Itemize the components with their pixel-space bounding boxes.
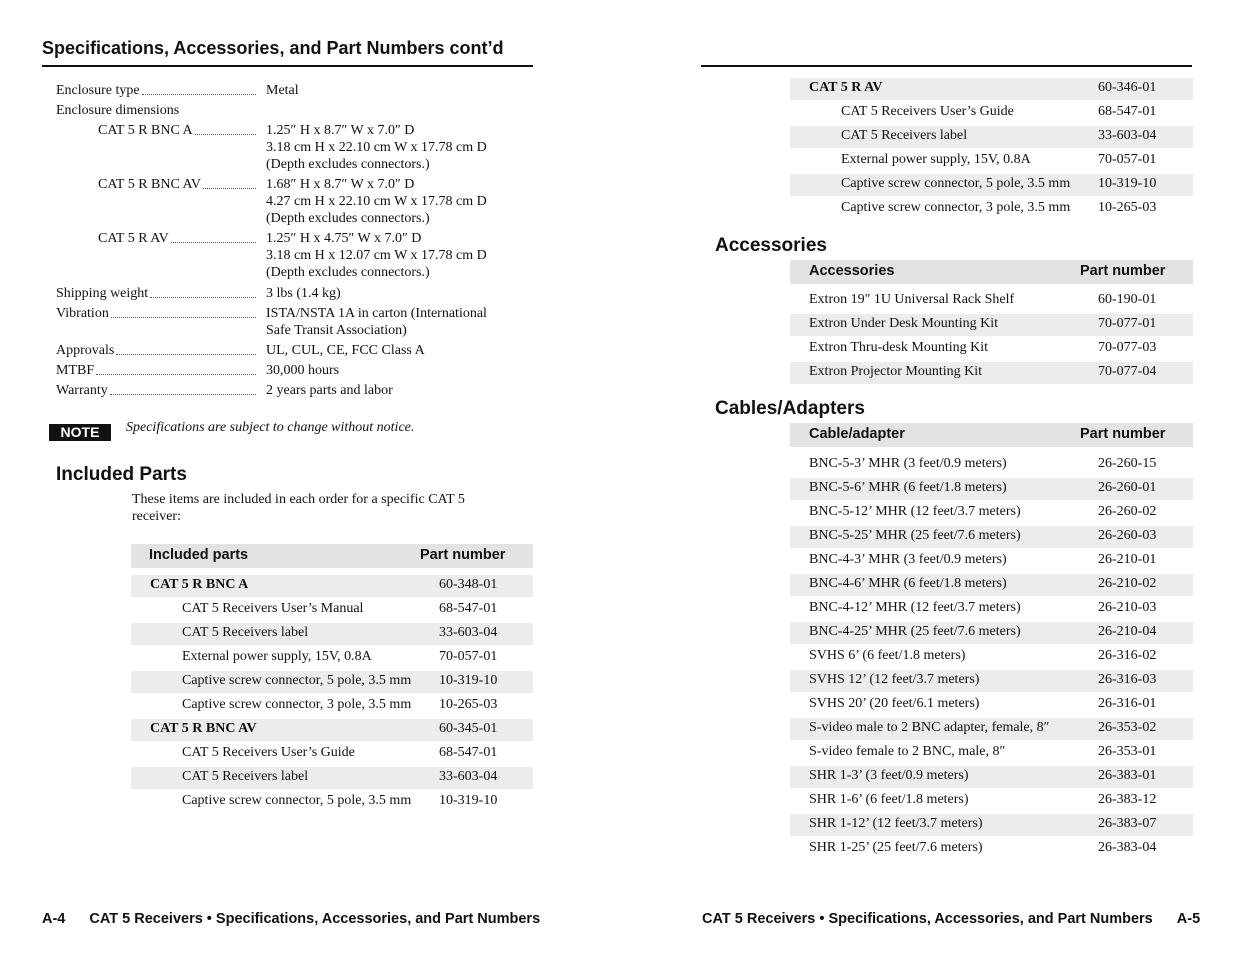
item-name: SHR 1-12’ (12 feet/3.7 meters) (809, 816, 983, 831)
table-row (131, 671, 533, 693)
item-name: S-video male to 2 BNC adapter, female, 8″ (809, 720, 1050, 735)
item-name: SHR 1-3’ (3 feet/0.9 meters) (809, 768, 969, 783)
item-name: External power supply, 15V, 0.8A (182, 649, 372, 664)
item-name: CAT 5 Receivers label (182, 769, 309, 784)
item-name: Extron Under Desk Mounting Kit (809, 316, 998, 331)
item-name: Captive screw connector, 5 pole, 3.5 mm (182, 673, 412, 688)
spec-label: Warranty (56, 383, 108, 398)
part-number: 26-316-02 (1098, 648, 1157, 663)
part-number: 26-353-01 (1098, 744, 1157, 759)
part-number: 33-603-04 (1098, 128, 1157, 143)
dot-leader (150, 285, 256, 298)
table-row (131, 647, 533, 669)
table-row (790, 174, 1193, 196)
table-header (790, 260, 1193, 284)
spec-value: 2 years parts and labor (266, 383, 393, 398)
item-name: BNC-4-3’ MHR (3 feet/0.9 meters) (809, 552, 1007, 567)
table-row (131, 623, 533, 645)
table-row (790, 362, 1193, 384)
table-row (790, 550, 1193, 572)
column-header-accessories: Accessories (809, 263, 895, 279)
spec-value: 3.18 cm H x 22.10 cm W x 17.78 cm D (266, 140, 487, 155)
part-number: 26-383-01 (1098, 768, 1157, 783)
included-intro-line-2: receiver: (132, 509, 181, 524)
spec-label: CAT 5 R AV (98, 231, 169, 246)
part-number: 26-260-01 (1098, 480, 1157, 495)
part-number: 26-316-03 (1098, 672, 1157, 687)
item-name: BNC-4-6’ MHR (6 feet/1.8 meters) (809, 576, 1007, 591)
table-row (790, 454, 1193, 476)
part-number: 68-547-01 (439, 745, 498, 760)
table-row (790, 742, 1193, 764)
table-group-row (131, 719, 533, 741)
table-header (131, 544, 533, 568)
column-header-part-number: Part number (420, 547, 506, 563)
table-row (790, 198, 1193, 220)
item-name: CAT 5 R BNC A (150, 577, 249, 592)
cables-adapters-table (790, 423, 1193, 863)
part-number: 68-547-01 (439, 601, 498, 616)
spec-value: 3 lbs (1.4 kg) (266, 286, 341, 301)
part-number: 26-210-01 (1098, 552, 1157, 567)
column-header-part-number: Part number (1080, 426, 1166, 442)
spec-value: 1.25″ H x 8.7″ W x 7.0″ D (266, 123, 415, 138)
included-parts-table (131, 544, 533, 816)
item-name: SVHS 12’ (12 feet/3.7 meters) (809, 672, 980, 687)
table-row (790, 338, 1193, 360)
item-name: CAT 5 R BNC AV (150, 721, 257, 736)
part-number: 70-057-01 (1098, 152, 1157, 167)
spec-label: Enclosure dimensions (56, 103, 180, 118)
spec-label: Shipping weight (56, 286, 149, 301)
footer-left (42, 911, 540, 927)
cables-adapters-heading: Cables/Adapters (715, 398, 865, 419)
part-number: 33-603-04 (439, 769, 498, 784)
item-name: CAT 5 Receivers User’s Manual (182, 601, 364, 616)
table-row (131, 791, 533, 813)
table-row (131, 743, 533, 765)
included-intro-line-1: These items are included in each order for a specific CAT 5 (132, 492, 465, 507)
table-row (790, 838, 1193, 860)
part-number: 60-345-01 (439, 721, 498, 736)
table-row (790, 126, 1193, 148)
page-number: A-4 (42, 911, 66, 927)
table-header (790, 423, 1193, 447)
part-number: 26-353-02 (1098, 720, 1157, 735)
included-parts-heading: Included Parts (56, 464, 187, 485)
header-rule (701, 65, 1192, 67)
column-header-part-number: Part number (1080, 263, 1166, 279)
part-number: 26-383-12 (1098, 792, 1157, 807)
part-number: 68-547-01 (1098, 104, 1157, 119)
item-name: CAT 5 Receivers User’s Guide (841, 104, 1014, 119)
item-name: SVHS 20’ (20 feet/6.1 meters) (809, 696, 980, 711)
part-number: 10-319-10 (1098, 176, 1157, 191)
part-number: 26-210-04 (1098, 624, 1157, 639)
table-row (790, 502, 1193, 524)
part-number: 10-265-03 (439, 697, 498, 712)
column-header-included-parts: Included parts (149, 547, 249, 563)
item-name: BNC-5-3’ MHR (3 feet/0.9 meters) (809, 456, 1007, 471)
item-name: CAT 5 Receivers label (182, 625, 309, 640)
table-row (790, 150, 1193, 172)
part-number: 26-210-02 (1098, 576, 1157, 591)
spec-value: 1.25″ H x 4.75″ W x 7.0″ D (266, 231, 422, 246)
item-name: Captive screw connector, 3 pole, 3.5 mm (182, 697, 412, 712)
table-row (790, 766, 1193, 788)
dot-leader (96, 362, 256, 375)
spec-value: Safe Transit Association) (266, 323, 407, 338)
dot-leader (195, 122, 256, 135)
item-name: CAT 5 R AV (809, 80, 883, 95)
spec-value: ISTA/NSTA 1A in carton (International (266, 306, 487, 321)
spec-label: Vibration (56, 306, 109, 321)
item-name: SHR 1-25’ (25 feet/7.6 meters) (809, 840, 983, 855)
table-row (790, 290, 1193, 312)
item-name: BNC-5-12’ MHR (12 feet/3.7 meters) (809, 504, 1021, 519)
page-title: Specifications, Accessories, and Part Numbers cont’d (42, 38, 504, 58)
part-number: 70-077-04 (1098, 364, 1157, 379)
table-row (790, 646, 1193, 668)
dot-leader (111, 305, 256, 318)
item-name: SVHS 6’ (6 feet/1.8 meters) (809, 648, 966, 663)
spec-value: (Depth excludes connectors.) (266, 265, 430, 280)
item-name: BNC-5-25’ MHR (25 feet/7.6 meters) (809, 528, 1021, 543)
part-number: 26-383-07 (1098, 816, 1157, 831)
item-name: S-video female to 2 BNC, male, 8″ (809, 744, 1006, 759)
dot-leader (116, 342, 256, 355)
item-name: Extron Thru-desk Mounting Kit (809, 340, 989, 355)
note-text: Specifications are subject to change without notice. (126, 420, 415, 435)
item-name: BNC-4-25’ MHR (25 feet/7.6 meters) (809, 624, 1021, 639)
item-name: Extron 19" 1U Universal Rack Shelf (809, 292, 1015, 307)
spec-label: Approvals (56, 343, 115, 358)
footer-text: CAT 5 Receivers • Specifications, Accessories, and Part Numbers (702, 911, 1153, 927)
dot-leader (171, 230, 256, 243)
part-number: 60-348-01 (439, 577, 498, 592)
page-number: A-5 (1176, 911, 1201, 927)
table-row (790, 670, 1193, 692)
dot-leader (110, 382, 256, 395)
part-number: 10-319-10 (439, 673, 498, 688)
spec-value: Metal (266, 83, 299, 98)
spec-label: CAT 5 R BNC A (98, 123, 193, 138)
part-number: 70-077-01 (1098, 316, 1157, 331)
dot-leader (142, 82, 256, 95)
spec-label: CAT 5 R BNC AV (98, 177, 201, 192)
footer-right (702, 911, 1200, 927)
part-number: 33-603-04 (439, 625, 498, 640)
part-number: 10-265-03 (1098, 200, 1157, 215)
table-row (790, 694, 1193, 716)
spec-value: 30,000 hours (266, 363, 340, 378)
table-row (790, 622, 1193, 644)
part-number: 26-260-03 (1098, 528, 1157, 543)
table-row (790, 102, 1193, 124)
item-name: Captive screw connector, 5 pole, 3.5 mm (841, 176, 1071, 191)
item-name: Captive screw connector, 5 pole, 3.5 mm (182, 793, 412, 808)
item-name: BNC-5-6’ MHR (6 feet/1.8 meters) (809, 480, 1007, 495)
item-name: Extron Projector Mounting Kit (809, 364, 983, 379)
included-parts-table-continued (790, 78, 1193, 222)
spec-value: (Depth excludes connectors.) (266, 211, 430, 226)
part-number: 60-190-01 (1098, 292, 1157, 307)
item-name: External power supply, 15V, 0.8A (841, 152, 1031, 167)
part-number: 26-260-15 (1098, 456, 1157, 471)
table-row (790, 598, 1193, 620)
part-number: 70-057-01 (439, 649, 498, 664)
note-badge: NOTE (49, 424, 111, 441)
accessories-table (790, 260, 1193, 390)
item-name: CAT 5 Receivers User’s Guide (182, 745, 355, 760)
table-row (790, 790, 1193, 812)
table-group-row (131, 575, 533, 597)
table-row (790, 718, 1193, 740)
part-number: 26-260-02 (1098, 504, 1157, 519)
item-name: BNC-4-12’ MHR (12 feet/3.7 meters) (809, 600, 1021, 615)
item-name: CAT 5 Receivers label (841, 128, 968, 143)
part-number: 70-077-03 (1098, 340, 1157, 355)
table-row (790, 478, 1193, 500)
part-number: 10-319-10 (439, 793, 498, 808)
table-group-row (790, 78, 1193, 100)
part-number: 60-346-01 (1098, 80, 1157, 95)
accessories-heading: Accessories (715, 235, 827, 256)
table-row (790, 314, 1193, 336)
item-name: SHR 1-6’ (6 feet/1.8 meters) (809, 792, 969, 807)
table-row (131, 599, 533, 621)
table-row (790, 526, 1193, 548)
dot-leader (203, 176, 256, 189)
spec-value: 3.18 cm H x 12.07 cm W x 17.78 cm D (266, 248, 487, 263)
footer-text: CAT 5 Receivers • Specifications, Accessories, and Part Numbers (89, 911, 541, 927)
item-name: Captive screw connector, 3 pole, 3.5 mm (841, 200, 1071, 215)
table-row (131, 695, 533, 717)
spec-value: 4.27 cm H x 22.10 cm W x 17.78 cm D (266, 194, 487, 209)
table-row (131, 767, 533, 789)
table-row (790, 814, 1193, 836)
spec-label: Enclosure type (56, 83, 140, 98)
table-row (790, 574, 1193, 596)
title-rule (42, 65, 533, 67)
spec-label: MTBF (56, 363, 95, 378)
spec-value: UL, CUL, CE, FCC Class A (266, 343, 425, 358)
spec-value: (Depth excludes connectors.) (266, 157, 430, 172)
part-number: 26-210-03 (1098, 600, 1157, 615)
part-number: 26-383-04 (1098, 840, 1157, 855)
spec-value: 1.68″ H x 8.7″ W x 7.0″ D (266, 177, 415, 192)
part-number: 26-316-01 (1098, 696, 1157, 711)
column-header-cable-adapter: Cable/adapter (809, 426, 905, 442)
